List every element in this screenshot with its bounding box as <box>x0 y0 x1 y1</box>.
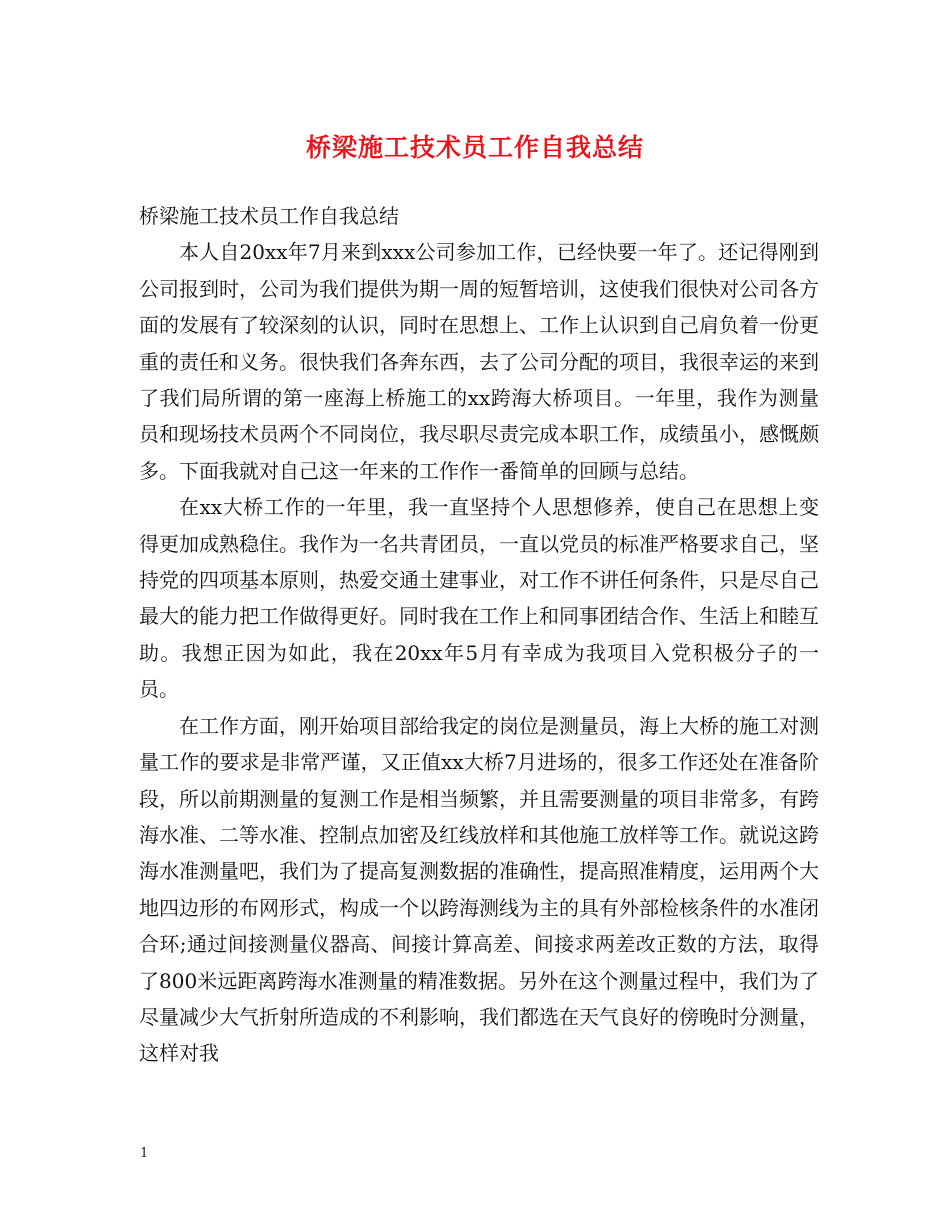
paragraph-3: 在工作方面，刚开始项目部给我定的岗位是测量员，海上大桥的施工对测量工作的要求是非常严谨，又正值xx大桥7月进场的，很多工作还处在准备阶段，所以前期测量的复测工作是相当频繁，并且需要测量的项目非常多，有跨海水准、二等水准、控制点加密及红线放样和其他施工放样等工作。就说这跨海水准测量吧，我们为了提高复测数据的准确性，提高照准精度，运用两个大地四边形的布网形式，构成一个以跨海测线为主的具有外部检核条件的水准闭合环;通过间接测量仪器高、间接计算高差、间接求两差改正数的方法，取得了800米远距离跨海水准测量的精准数据。另外在这个测量过程中，我们为了尽量减少大气折射所造成的不利影响，我们都选在天气良好的傍晚时分测量，这样对我 <box>139 713 819 1066</box>
document-title: 桥梁施工技术员工作自我总结 <box>305 133 644 162</box>
document-body <box>139 198 819 1072</box>
paragraph-1: 本人自20xx年7月来到xxx公司参加工作，已经快要一年了。还记得刚到公司报到时，公司为我们提供为期一周的短暂培训，这使我们很快对公司各方面的发展有了较深刻的认识，同时在思想上、工作上认识到自己肩负着一份更重的责任和义务。很快我们各奔东西，去了公司分配的项目，我很幸运的来到了我们局所谓的第一座海上桥施工的xx跨海大桥项目。一年里，我作为测量员和现场技术员两个不同岗位，我尽职尽责完成本职工作，成绩虽小，感慨颇多。下面我就对自己这一年来的工作作一番简单的回顾与总结。 <box>139 240 819 483</box>
paragraph-2: 在xx大桥工作的一年里，我一直坚持个人思想修养，使自己在思想上变得更加成熟稳住。我作为一名共青团员，一直以党员的标准严格要求自己，坚持党的四项基本原则，热爱交通土建事业，对工作不讲任何条件，只是尽自己最大的能力把工作做得更好。同时我在工作上和同事团结合作、生活上和睦互助。我想正因为如此，我在20xx年5月有幸成为我项目入党积极分子的一员。 <box>139 495 819 702</box>
page-number: 1 <box>140 1146 149 1161</box>
document-subtitle: 桥梁施工技术员工作自我总结 <box>139 204 399 228</box>
